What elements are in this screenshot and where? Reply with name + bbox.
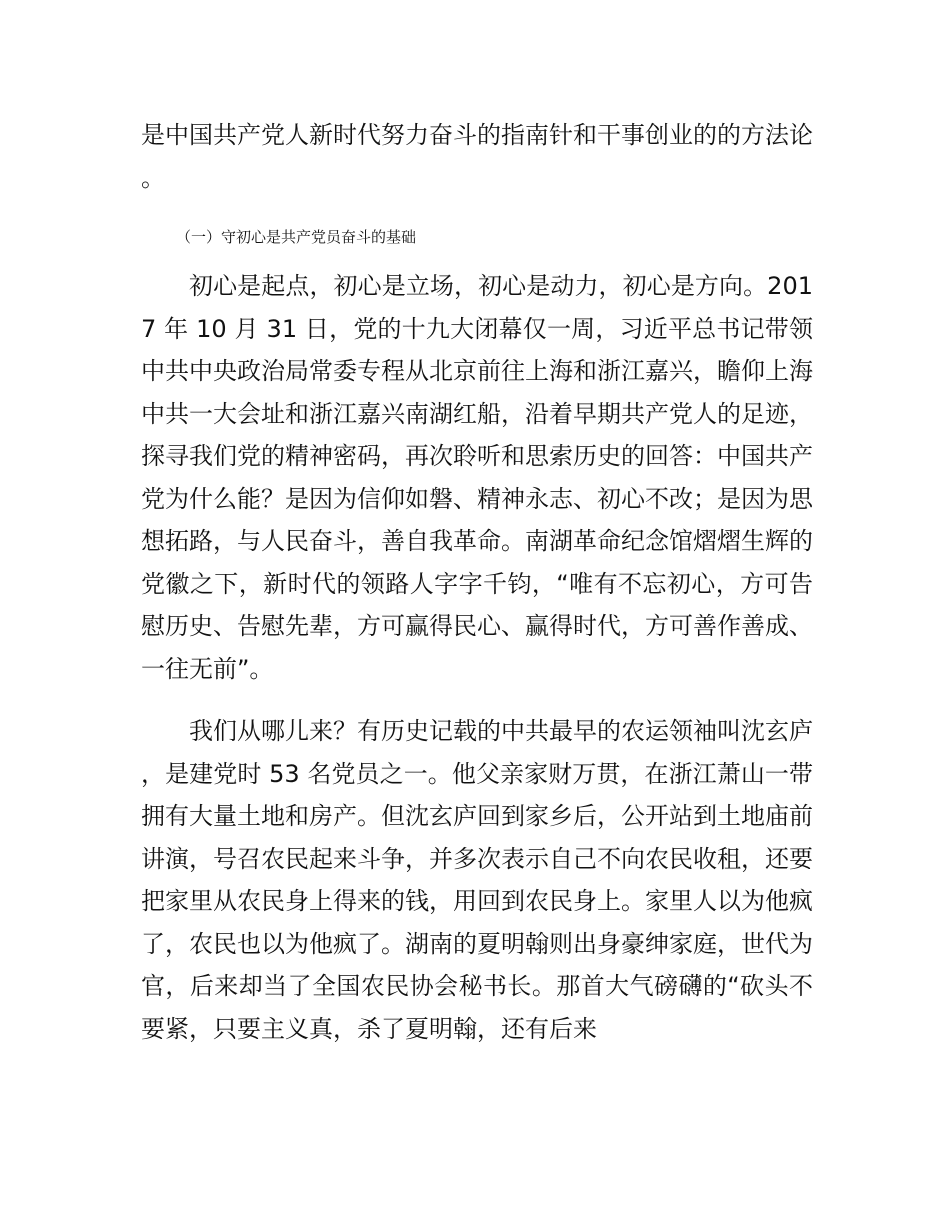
body-paragraph-2: 我们从哪儿来？有历史记载的中共最早的农运领袖叫沈玄庐，是建党时 53 名党员之一。他父亲家财万贯，在浙江萧山一带拥有大量土地和房产。但沈玄庐回到家乡后，公开站到土地庙前讲演，号召农民起来斗争，并多次表示自己不向农民收租，还要把家里从农民身上得来的钱，用回到农民身上。家里人以为他疯了，农民也以为他疯了。湖南的夏明翰则出身豪绅家庭，世代为官，后来却当了全国农民协会秘书长。那首大气磅礴的“砍头不要紧，只要主义真，杀了夏明翰，还有后来	[141, 717, 813, 1043]
body-paragraph-1: 初心是起点，初心是立场，初心是动力，初心是方向。2017 年 10 月 31 日，党的十九大闭幕仅一周，习近平总书记带领中共中央政治局常委专程从北京前往上海和浙江嘉兴，瞻仰上海中共一大会址和浙江嘉兴南湖红船，沿着早期共产党人的足迹，探寻我们党的精神密码，再次聆听和思索历史的回答：中国共产党为什么能？是因为信仰如磐、精神永志、初心不改；是因为思想拓路，与人民奋斗，善自我革命。南湖革命纪念馆熠熠生辉的党徽之下，新时代的领路人字字千钧，“唯有不忘初心，方可告慰历史、告慰先辈，方可赢得民心、赢得时代，方可善作善成、一往无前”。	[141, 272, 813, 683]
intro-paragraph: 是中国共产党人新时代努力奋斗的指南针和干事创业的的方法论。	[141, 121, 813, 192]
section-heading: （一）守初心是共产党员奋斗的基础	[176, 228, 417, 246]
